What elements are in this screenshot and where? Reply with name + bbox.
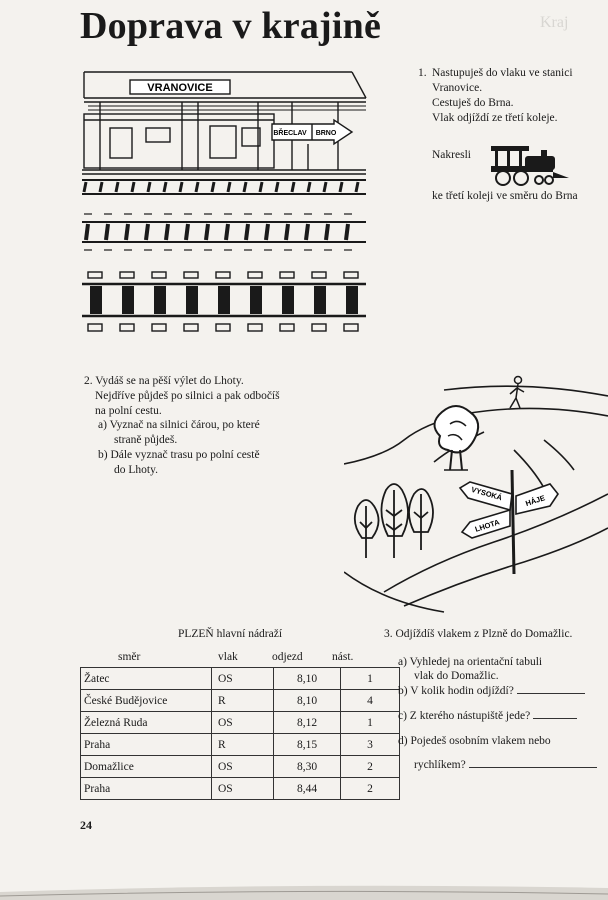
timetable — [80, 667, 400, 800]
cell-direction: Železná Ruda — [81, 712, 212, 734]
cell-direction: Domažlice — [81, 756, 212, 778]
timetable-title: PLZEŇ hlavní nádraží — [177, 628, 283, 640]
task-3-c-text: c) Z kterého nástupiště jede? — [398, 710, 531, 722]
task-1-line-3: Cestuješ do Brna. — [432, 97, 514, 109]
table-row — [81, 690, 400, 712]
task-1-number: 1. — [418, 67, 427, 79]
table-row — [81, 668, 400, 690]
task-1-line-4: Vlak odjíždí ze třetí koleje. — [432, 112, 558, 124]
cell-departure: 8,44 — [274, 778, 341, 800]
cell-platform: 3 — [341, 734, 400, 756]
task-3-d-line-1: d) Pojedeš osobním vlakem nebo — [398, 735, 551, 747]
task-1-line-1: Nastupuješ do vlaku ve stanici — [432, 67, 573, 79]
track-2 — [82, 214, 366, 250]
landscape-illustration — [344, 366, 608, 616]
cell-train: R — [212, 734, 274, 756]
arrow-sign-left: BŘECLAV — [273, 130, 307, 137]
track-3 — [82, 272, 366, 331]
cell-direction: Praha — [81, 778, 212, 800]
cell-direction: Praha — [81, 734, 212, 756]
task-2 — [84, 374, 344, 478]
sign-top-left: VYSOKÁ — [470, 484, 504, 503]
cell-platform: 4 — [341, 690, 400, 712]
cell-direction: České Budějovice — [81, 690, 212, 712]
cell-platform: 1 — [341, 712, 400, 734]
draw-instruction: Nakresli — [432, 149, 471, 161]
task-2-line-2: Nejdříve půjdeš po silnici a pak odbočíš — [95, 389, 280, 402]
page-title: Doprava v krajině — [80, 5, 382, 47]
page-number: 24 — [80, 818, 92, 832]
answer-line-d[interactable] — [469, 767, 597, 768]
cell-train: OS — [212, 756, 274, 778]
table-row — [81, 712, 400, 734]
col-header-train: vlak — [218, 651, 238, 663]
task-2-line-5: straně půjdeš. — [114, 434, 178, 447]
col-header-direction: směr — [118, 651, 141, 663]
task-3-c — [398, 710, 577, 722]
cell-departure: 8,10 — [274, 668, 341, 690]
walker-figure — [510, 377, 524, 409]
bottom-curl-shadow — [0, 872, 608, 900]
sign-bottom: LHOTA — [473, 517, 501, 534]
answer-line-b[interactable] — [517, 693, 585, 694]
cell-departure: 8,30 — [274, 756, 341, 778]
station-name-sign: VRANOVICE — [147, 82, 213, 94]
cell-platform: 2 — [341, 778, 400, 800]
task-3-a-line-1: a) Vyhledej na orientační tabuli — [398, 656, 543, 668]
cell-train: OS — [212, 778, 274, 800]
table-row — [81, 778, 400, 800]
cell-train: OS — [212, 712, 274, 734]
table-row — [81, 734, 400, 756]
cell-departure: 8,12 — [274, 712, 341, 734]
sign-top-right: HÁJE — [524, 493, 547, 508]
task-2-line-1: 2. Vydáš se na pěší výlet do Lhoty. — [84, 375, 244, 387]
col-header-departure: odjezd — [272, 651, 303, 663]
task-3-b-text: b) V kolik hodin odjíždí? — [398, 685, 514, 697]
task-2-line-3: na polní cestu. — [95, 404, 162, 417]
arrow-sign-right: BRNO — [315, 130, 337, 137]
task-2-line-6: b) Dále vyznač trasu po polní cestě — [98, 448, 260, 461]
task-3-a-line-2: vlak do Domažlic. — [414, 670, 499, 682]
answer-line-c[interactable] — [533, 718, 577, 719]
cell-train: OS — [212, 668, 274, 690]
task-3-b — [398, 685, 585, 697]
conifer-trees — [355, 484, 433, 558]
task-2-line-4: a) Vyznač na silnici čárou, po které — [98, 419, 260, 432]
direction-instruction: ke třetí koleji ve směru do Brna — [432, 190, 578, 202]
cell-train: R — [212, 690, 274, 712]
task-2-line-7: do Lhoty. — [114, 463, 158, 476]
task-3-d — [414, 759, 597, 771]
task-1 — [418, 66, 608, 126]
cell-departure: 8,10 — [274, 690, 341, 712]
track-1 — [82, 180, 366, 194]
cell-platform: 1 — [341, 668, 400, 690]
faded-title-bleedthrough: Kraj — [540, 14, 569, 31]
table-row — [81, 756, 400, 778]
cell-platform: 2 — [341, 756, 400, 778]
cell-direction: Žatec — [81, 668, 212, 690]
station-illustration — [82, 62, 368, 344]
task-3-d-text: rychlíkem? — [414, 759, 466, 771]
cell-departure: 8,15 — [274, 734, 341, 756]
col-header-platform: nást. — [332, 651, 354, 663]
task-1-line-2: Vranovice. — [432, 82, 483, 94]
deciduous-tree — [434, 406, 478, 470]
task-3-heading: 3. Odjíždíš vlakem z Plzně do Domažlic. — [384, 628, 573, 640]
locomotive-icon — [489, 144, 571, 188]
